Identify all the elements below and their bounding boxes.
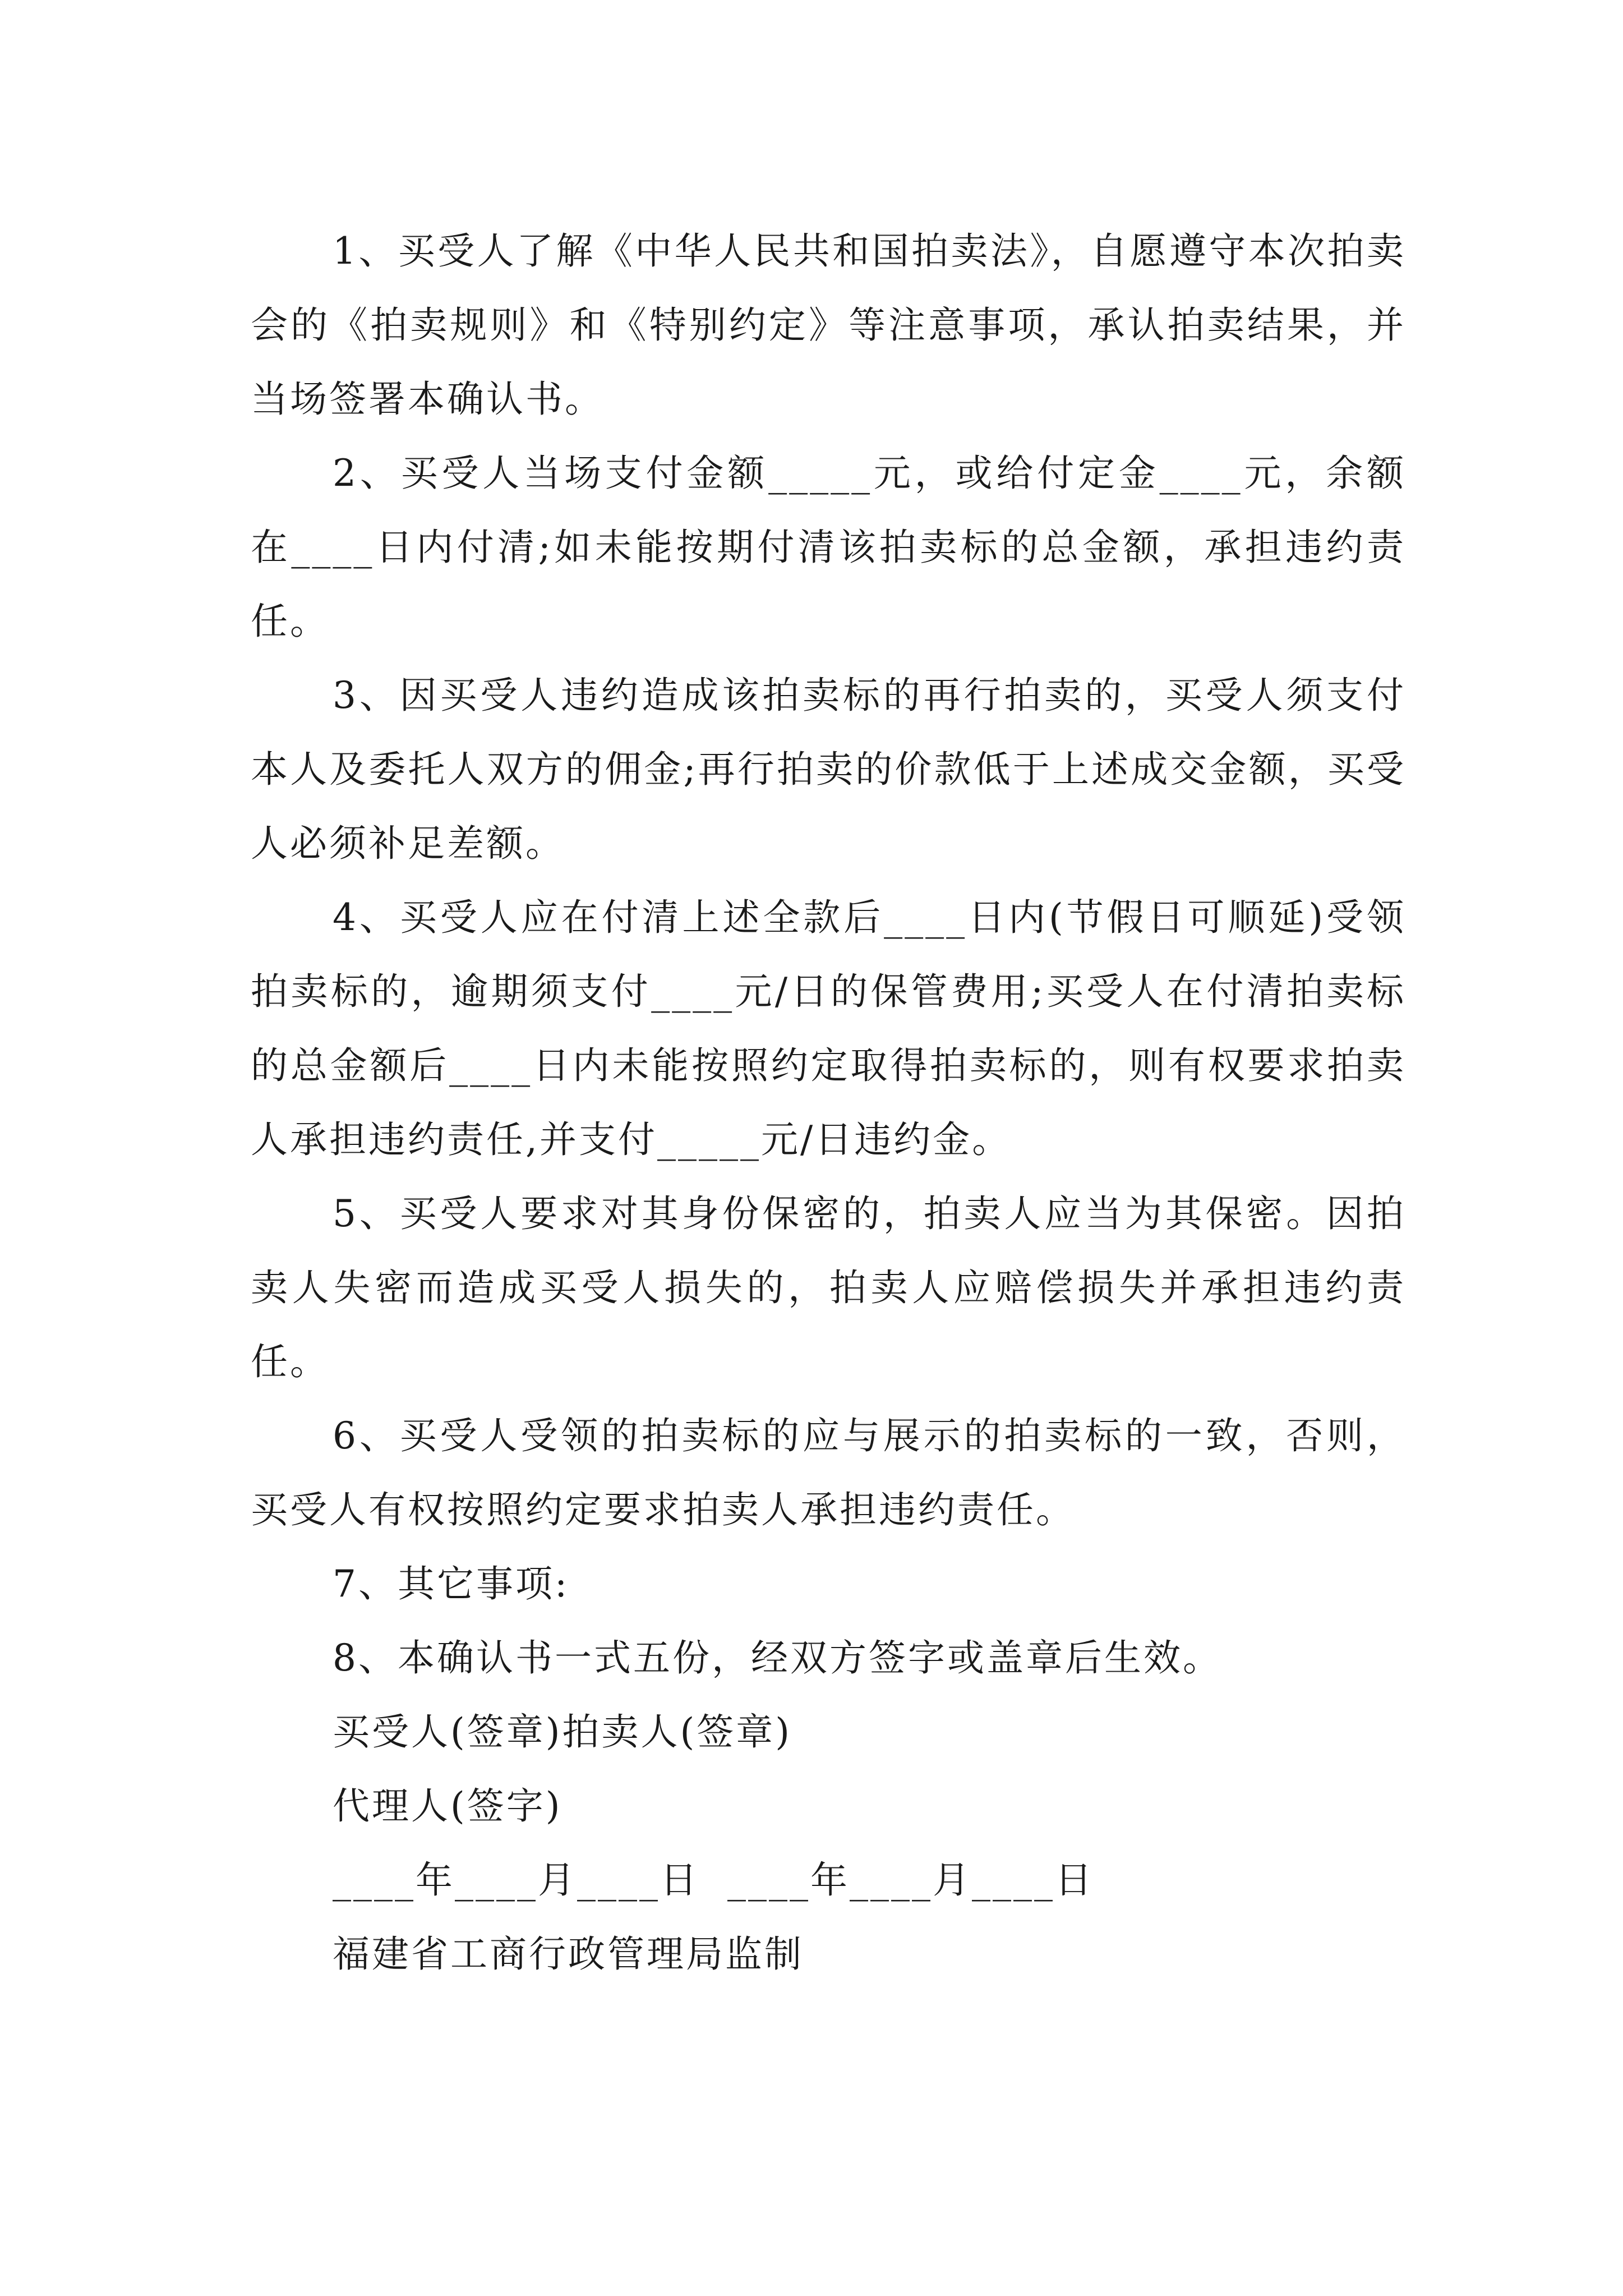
agent-line: 代理人(签字) — [333, 1784, 562, 1828]
signature-line: 买受人(签章)拍卖人(签章) — [333, 1710, 792, 1754]
clause-1: 1、买受人了解《中华人民共和国拍卖法》，自愿遵守本次拍卖会的《拍卖规则》和《特别约定》等注意事项，承认拍卖结果，并当场签署本确认书。 — [251, 229, 1406, 421]
clause-4: 4、买受人应在付清上述全款后____日内(节假日可顺延)受领拍卖标的，逾期须支付____元/日的保管费用;买受人在付清拍卖标的总金额后____日内未能按照约定取得拍卖标的，则有权要求拍卖人承担违约责任,并支付_____元/日违约金。 — [251, 896, 1406, 1161]
clause-3: 3、因买受人违约造成该拍卖标的再行拍卖的，买受人须支付本人及委托人双方的佣金;再行拍卖的价款低于上述成交金额，买受人必须补足差额。 — [251, 674, 1406, 865]
clause-6: 6、买受人受领的拍卖标的应与展示的拍卖标的一致，否则，买受人有权按照约定要求拍卖人承担违约责任。 — [251, 1414, 1406, 1531]
date-line: ____年____月____日 ____年____月____日 — [333, 1858, 1094, 1902]
clause-8: 8、本确认书一式五份，经双方签字或盖章后生效。 — [333, 1636, 1222, 1680]
clause-2: 2、买受人当场支付金额_____元，或给付定金____元，余额在____日内付清;如未能按期付清该拍卖标的总金额，承担违约责任。 — [251, 452, 1406, 643]
clause-5: 5、买受人要求对其身份保密的，拍卖人应当为其保密。因拍卖人失密而造成买受人损失的，拍卖人应赔偿损失并承担违约责任。 — [251, 1192, 1406, 1383]
clause-7: 7、其它事项: — [333, 1562, 570, 1605]
document-body — [251, 214, 1406, 1991]
supervisor-line: 福建省工商行政管理局监制 — [333, 1932, 804, 1976]
